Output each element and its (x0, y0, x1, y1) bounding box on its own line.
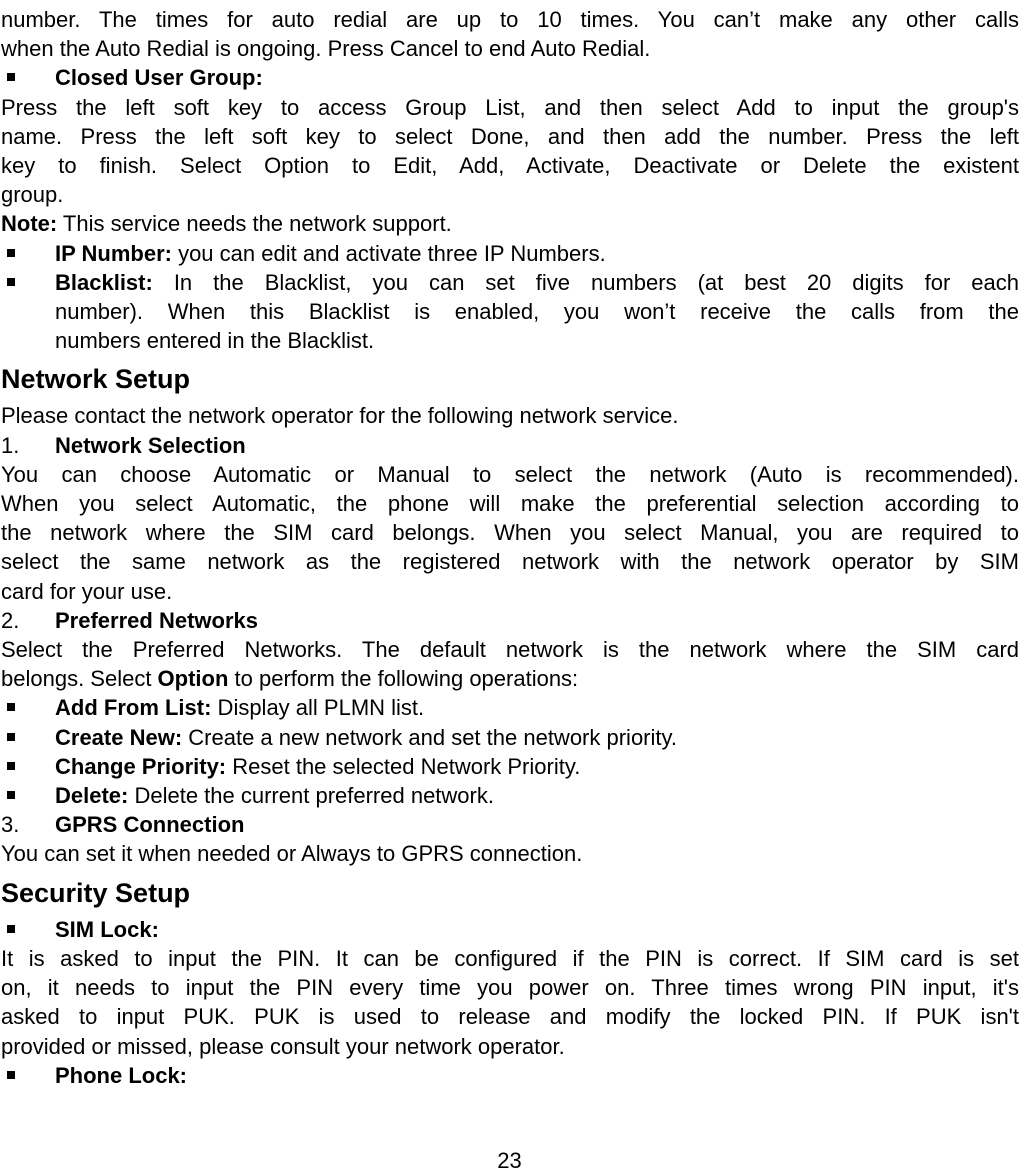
blacklist-label: Blacklist: (55, 269, 153, 295)
cug-note (1, 209, 1019, 238)
bullet-square-icon (7, 703, 15, 711)
list-item (1, 781, 1019, 810)
item-label: Delete: (55, 783, 129, 809)
bullet-square-icon (7, 278, 15, 286)
page-number: 23 (497, 1148, 522, 1173)
network-selection-line-3: the network where the SIM card belongs. When you select Manual, you are required to (1, 520, 1019, 546)
cug-line-4: group. (1, 182, 64, 208)
item-label: Create New: (55, 724, 183, 750)
network-selection-line-2: When you select Automatic, the phone will make the preferential selection according to (1, 491, 1019, 517)
cug-line-1: Press the left soft key to access Group List, and then select Add to input the group's (1, 94, 1019, 120)
blacklist-line-2: number). When this Blacklist is enabled, you won’t receive the calls from the (55, 299, 1019, 325)
ip-number-label: IP Number: (55, 240, 172, 266)
phone-lock-heading-row (1, 1061, 1019, 1090)
bullet-square-icon (7, 791, 15, 799)
blacklist-line-1 (55, 268, 1019, 297)
item-text: Reset the selected Network Priority. (226, 753, 581, 779)
item-text: Delete the current preferred network. (128, 783, 494, 809)
sim-lock-line-2: on, it needs to input the PIN every time you power on. Three times wrong PIN input, it's (1, 975, 1019, 1001)
network-selection-title: Network Selection (55, 432, 246, 458)
list-item (1, 693, 1019, 722)
gprs-text: You can set it when needed or Always to GPRS connection. (1, 841, 583, 867)
blacklist-row (1, 268, 1019, 356)
note-text: This service needs the network support. (57, 211, 452, 237)
preferred-networks-heading (1, 606, 1019, 635)
gprs-title: GPRS Connection (55, 812, 245, 838)
item-label: Change Priority: (55, 753, 227, 779)
network-selection-line-4: select the same network as the registered network with the network operator by SIM (1, 549, 1019, 575)
cug-line-2: name. Press the left soft key to select Done, and then add the number. Press the left (1, 123, 1019, 149)
section-number: 1. (1, 432, 20, 458)
preferred-text-a: belongs. Select (1, 666, 158, 692)
preferred-networks-line-1: Select the Preferred Networks. The default network is the network where the SIM card (1, 637, 1019, 663)
blacklist-line-3: numbers entered in the Blacklist. (55, 328, 375, 354)
option-label: Option (157, 666, 229, 692)
bullet-square-icon (7, 1071, 15, 1079)
section-number: 2. (1, 607, 20, 633)
note-label: Note: (1, 211, 58, 237)
list-item (1, 723, 1019, 752)
gprs-heading (1, 810, 1019, 839)
preferred-networks-title: Preferred Networks (55, 607, 258, 633)
document-page (1, 0, 1019, 1090)
list-item (1, 752, 1019, 781)
sim-lock-heading-row (1, 915, 1019, 944)
bullet-square-icon (7, 762, 15, 770)
network-setup-intro: Please contact the network operator for the following network service. (1, 403, 679, 429)
bullet-square-icon (7, 925, 15, 933)
sim-lock-line-1: It is asked to input the PIN. It can be configured if the PIN is correct. If SIM card is set (1, 945, 1019, 971)
network-setup-heading: Network Setup (1, 364, 191, 395)
phone-lock-title: Phone Lock: (55, 1062, 188, 1088)
section-number: 3. (1, 812, 20, 838)
blacklist-text-1: In the Blacklist, you can set five numbers (at best 20 digits for each (152, 269, 1019, 295)
item-text: Create a new network and set the network priority. (182, 724, 677, 750)
sim-lock-title: SIM Lock: (55, 916, 159, 942)
bullet-square-icon (7, 73, 15, 81)
preferred-networks-line-2 (1, 664, 1019, 693)
network-selection-line-5: card for your use. (1, 578, 173, 604)
intro-line-1: number. The times for auto redial are up to 10 times. You can’t make any other calls (1, 7, 1019, 32)
bullet-square-icon (7, 733, 15, 741)
item-label: Add From List: (55, 695, 212, 721)
cug-heading: Closed User Group: (55, 65, 263, 91)
network-selection-heading (1, 431, 1019, 460)
network-selection-line-1: You can choose Automatic or Manual to select the network (Auto is recommended). (1, 461, 1019, 487)
ip-number-text: you can edit and activate three IP Numbers. (171, 240, 606, 266)
ip-number-row (1, 239, 1019, 268)
security-setup-heading: Security Setup (1, 877, 191, 908)
sim-lock-line-4: provided or missed, please consult your network operator. (1, 1033, 565, 1059)
preferred-text-c: to perform the following operations: (228, 666, 579, 692)
item-text: Display all PLMN list. (211, 695, 425, 721)
cug-line-3: key to finish. Select Option to Edit, Add, Activate, Deactivate or Delete the existent (1, 153, 1019, 179)
cug-heading-row (1, 63, 1019, 92)
intro-line-2: when the Auto Redial is ongoing. Press Cancel to end Auto Redial. (1, 36, 651, 62)
sim-lock-line-3: asked to input PUK. PUK is used to release and modify the locked PIN. If PUK isn't (1, 1004, 1019, 1030)
bullet-square-icon (7, 249, 15, 257)
